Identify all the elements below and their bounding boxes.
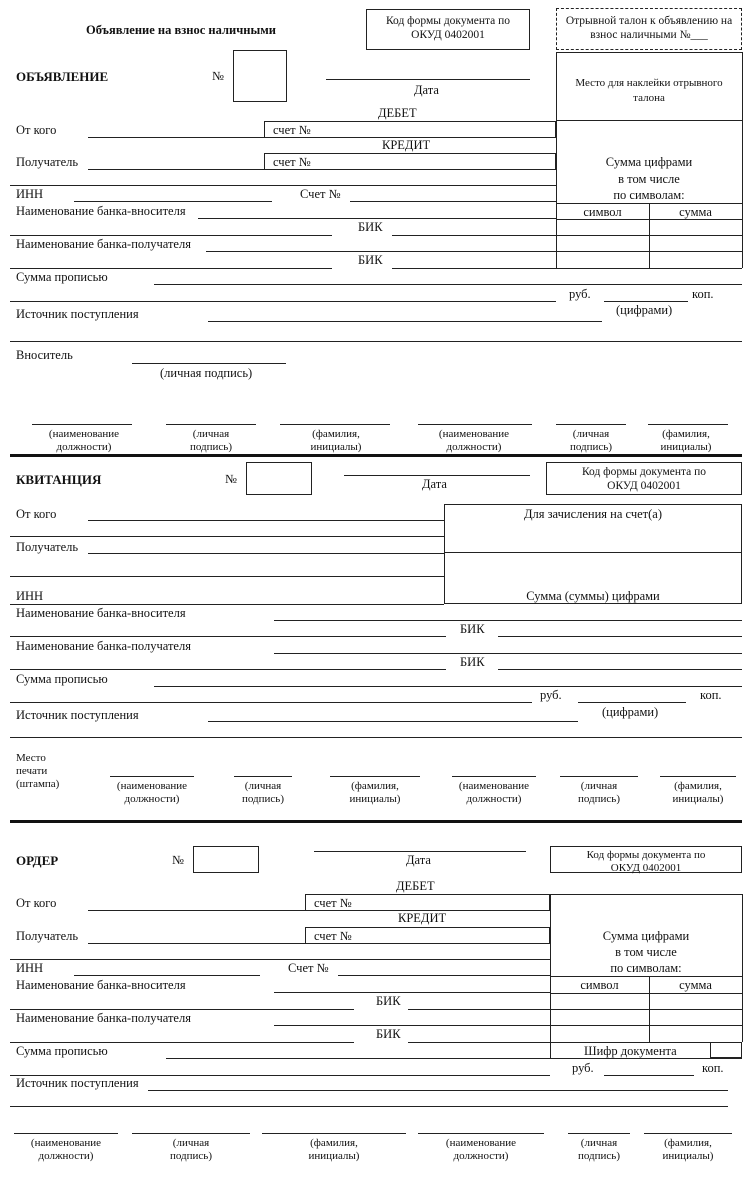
recipient-bik-label: БИК: [358, 253, 383, 267]
receipt-recipient-bik-label: БИК: [460, 655, 485, 669]
order-number-input[interactable]: [193, 846, 259, 873]
stamp-place-label: Место печати (штампа): [16, 752, 60, 791]
credit-label: КРЕДИТ: [382, 138, 431, 152]
receipt-number-sign: №: [225, 472, 237, 486]
receipt-okud-box: [546, 462, 742, 495]
order-from-whom-label: От кого: [16, 896, 57, 910]
receipt-kop-label: коп.: [700, 688, 722, 702]
account-field[interactable]: [350, 201, 556, 202]
o-sig2-name-caption: (фамилия, инициалы): [662, 1137, 714, 1162]
order-recipient-bank-field-2[interactable]: [10, 1042, 354, 1043]
tear-off-label: Отрывной талон к объявлению на взнос наличными №___: [565, 15, 733, 41]
receipt-sum-words-field[interactable]: [154, 686, 742, 687]
date-label: Дата: [414, 83, 439, 97]
receipt-number-input[interactable]: [246, 462, 312, 495]
receipt-digits-caption: (цифрами): [602, 705, 659, 719]
receipt-payer-bank-field[interactable]: [274, 620, 742, 621]
sums-digits-label: Сумма (суммы) цифрами: [526, 589, 660, 603]
doc-cipher-field[interactable]: [710, 1042, 742, 1058]
o-sig2-signature-caption: (личная подпись): [577, 1137, 620, 1162]
sum-words-field-2[interactable]: [10, 301, 556, 302]
order-account-field[interactable]: [338, 975, 550, 976]
inn-field[interactable]: [74, 201, 272, 202]
debit-account-label: счет №: [273, 123, 311, 137]
receipt-recipient-bank-field-2[interactable]: [10, 669, 446, 670]
symbol-header: символ: [583, 205, 622, 219]
sig1-name-line[interactable]: [280, 424, 390, 425]
section-separator-1: [10, 454, 742, 457]
receipt-from-whom-field[interactable]: [88, 520, 444, 521]
date-line[interactable]: [326, 79, 530, 80]
sig2-signature-caption: (личная подпись): [569, 428, 612, 453]
rub-label: руб.: [569, 287, 591, 301]
order-inn-label: ИНН: [16, 961, 44, 975]
payer-bank-label: Наименование банка-вносителя: [16, 204, 186, 218]
order-source-field[interactable]: [148, 1090, 728, 1091]
receipt-source-field[interactable]: [208, 721, 578, 722]
order-date-line[interactable]: [314, 851, 526, 852]
order-account-label: Счет №: [288, 961, 329, 975]
right-panel-top: [556, 52, 742, 53]
order-rub-field[interactable]: [604, 1075, 694, 1076]
sig1-signature-line[interactable]: [166, 424, 256, 425]
r-sig2-name-line[interactable]: [660, 776, 736, 777]
credit-account-label: счет №: [273, 155, 311, 169]
order-debit-account-label: счет №: [314, 896, 352, 910]
order-recipient-bik-field[interactable]: [408, 1042, 550, 1043]
order-source-field-2[interactable]: [10, 1106, 728, 1107]
order-kop-label: коп.: [702, 1061, 724, 1075]
account-label: Счет №: [300, 187, 341, 201]
sig2-signature-line[interactable]: [556, 424, 626, 425]
payer-bank-field-2[interactable]: [10, 235, 332, 236]
order-panel-right-edge: [742, 894, 743, 1042]
depositor-label: Вноситель: [16, 348, 73, 362]
payer-bik-field[interactable]: [392, 235, 556, 236]
sum-words-label: Сумма прописью: [16, 270, 108, 284]
recipient-bank-field[interactable]: [206, 251, 556, 252]
order-including-label: в том числе: [615, 945, 677, 959]
o-sig2-name-line[interactable]: [644, 1133, 732, 1134]
receipt-okud-label: Код формы документа по ОКУД 0402001: [581, 466, 707, 492]
receipt-date-label: Дата: [422, 477, 447, 491]
receipt-recipient-bank-label: Наименование банка-получателя: [16, 639, 191, 653]
order-okud-label: Код формы документа по ОКУД 0402001: [586, 849, 706, 874]
section-title-receipt: КВИТАНЦИЯ: [16, 472, 102, 487]
recipient-field-2[interactable]: [10, 185, 556, 186]
from-whom-label: От кого: [16, 123, 57, 137]
order-okud-box: [550, 846, 742, 873]
recipient-bank-label: Наименование банка-получателя: [16, 237, 191, 251]
r-sig1-name-caption: (фамилия, инициалы): [349, 780, 401, 805]
receipt-from-whom-label: От кого: [16, 507, 57, 521]
sig2-name-caption: (фамилия, инициалы): [660, 428, 712, 453]
digits-caption: (цифрами): [616, 303, 673, 317]
order-credit-account-label: счет №: [314, 929, 352, 943]
order-symbols-row-2: [550, 1009, 742, 1010]
order-payer-bik-label: БИК: [376, 994, 401, 1008]
order-sum-words-field[interactable]: [166, 1058, 550, 1059]
receipt-date-line[interactable]: [344, 475, 530, 476]
o-sig2-position-line[interactable]: [418, 1133, 544, 1134]
recipient-bank-field-2[interactable]: [10, 268, 332, 269]
order-sum-words-label: Сумма прописью: [16, 1044, 108, 1058]
receipt-rub-field[interactable]: [578, 702, 686, 703]
order-payer-bank-label: Наименование банка-вносителя: [16, 978, 186, 992]
recipient-field[interactable]: [88, 169, 264, 170]
source-field[interactable]: [208, 321, 602, 322]
inn-label: ИНН: [16, 187, 44, 201]
order-debit-account-field[interactable]: [305, 894, 550, 911]
sig2-position-caption: (наименование должности): [438, 428, 510, 453]
order-source-label: Источник поступления: [16, 1076, 139, 1090]
r-sig1-position-line[interactable]: [110, 776, 194, 777]
rub-field[interactable]: [604, 301, 688, 302]
r-sig2-signature-line[interactable]: [560, 776, 638, 777]
o-sig1-name-line[interactable]: [262, 1133, 406, 1134]
including-label: в том числе: [618, 172, 680, 186]
r-sig2-position-caption: (наименование должности): [458, 780, 530, 805]
tear-off-box: [556, 8, 742, 50]
symbols-row-3: [556, 251, 742, 252]
o-sig1-position-caption: (наименование должности): [30, 1137, 102, 1162]
sig1-name-caption: (фамилия, инициалы): [310, 428, 362, 453]
o-sig2-signature-line[interactable]: [568, 1133, 630, 1134]
r-sig1-name-line[interactable]: [330, 776, 420, 777]
order-by-symbols-label: по символам:: [610, 961, 682, 975]
order-recipient-field[interactable]: [88, 943, 305, 944]
order-rub-label: руб.: [572, 1061, 594, 1075]
receipt-recipient-bik-field[interactable]: [498, 669, 742, 670]
receipt-source-field-2[interactable]: [10, 737, 742, 738]
sum-header: сумма: [679, 205, 712, 219]
recipient-label: Получатель: [16, 155, 79, 169]
depositor-signature-field[interactable]: [132, 363, 286, 364]
r-sig2-signature-caption: (личная подпись): [577, 780, 620, 805]
doc-cipher-bottom: [550, 1058, 742, 1059]
sig1-position-caption: (наименование должности): [48, 428, 120, 453]
section-title-announcement: ОБЪЯВЛЕНИЕ: [16, 69, 109, 84]
debit-account-field[interactable]: [264, 121, 556, 138]
number-sign: №: [212, 69, 224, 83]
receipt-payer-bank-field-2[interactable]: [10, 636, 446, 637]
receipt-rub-label: руб.: [540, 688, 562, 702]
credit-accounts-divider: [444, 552, 742, 553]
receipt-recipient-field-2[interactable]: [10, 576, 444, 577]
r-sig1-signature-caption: (личная подпись): [241, 780, 284, 805]
receipt-inn-field[interactable]: [10, 604, 444, 605]
okud-code-box: [366, 9, 530, 50]
source-label: Источник поступления: [16, 307, 139, 321]
r-sig2-position-line[interactable]: [452, 776, 536, 777]
order-symbols-row-3: [550, 1025, 742, 1026]
sig2-name-line[interactable]: [648, 424, 728, 425]
order-credit-account-field[interactable]: [305, 927, 550, 944]
o-sig1-signature-caption: (личная подпись): [169, 1137, 212, 1162]
doc-cipher-label: Шифр документа: [584, 1044, 677, 1058]
order-credit-label: КРЕДИТ: [398, 911, 447, 925]
receipt-recipient-label: Получатель: [16, 540, 79, 554]
source-field-2[interactable]: [10, 341, 742, 342]
order-inn-field[interactable]: [74, 975, 260, 976]
sticker-place: Место для наклейки отрывного талона: [575, 77, 723, 104]
order-symbol-header: символ: [580, 978, 619, 992]
kop-label: коп.: [692, 287, 714, 301]
receipt-inn-label: ИНН: [16, 589, 44, 603]
order-payer-bank-field[interactable]: [274, 992, 550, 993]
order-recipient-label: Получатель: [16, 929, 79, 943]
receipt-recipient-field[interactable]: [88, 553, 444, 554]
symbols-row-4: [556, 268, 742, 269]
order-symbols-header-top: [550, 976, 742, 977]
sig1-signature-caption: (личная подпись): [189, 428, 232, 453]
r-sig2-name-caption: (фамилия, инициалы): [672, 780, 724, 805]
form-title: Объявление на взнос наличными: [86, 23, 276, 37]
section-title-order: ОРДЕР: [16, 853, 59, 868]
receipt-sum-words-field-2[interactable]: [10, 702, 532, 703]
debit-label: ДЕБЕТ: [378, 106, 417, 120]
order-date-label: Дата: [406, 853, 431, 867]
symbols-row-2: [556, 235, 742, 236]
o-sig1-signature-line[interactable]: [132, 1133, 250, 1134]
number-input[interactable]: [233, 50, 287, 102]
receipt-sum-words-label: Сумма прописью: [16, 672, 108, 686]
order-debit-label: ДЕБЕТ: [396, 879, 435, 893]
payer-bank-field[interactable]: [198, 218, 556, 219]
section-separator-2: [10, 820, 742, 823]
right-panel-divider: [556, 120, 742, 121]
receipt-from-whom-field-2[interactable]: [10, 536, 444, 537]
order-symbols-row-1: [550, 993, 742, 994]
receipt-source-label: Источник поступления: [16, 708, 139, 722]
right-panel-right-edge: [742, 52, 743, 268]
order-panel-top: [550, 894, 742, 895]
order-from-whom-field[interactable]: [88, 910, 305, 911]
o-sig1-position-line[interactable]: [14, 1133, 118, 1134]
receipt-payer-bik-field[interactable]: [498, 636, 742, 637]
r-sig1-signature-line[interactable]: [234, 776, 292, 777]
symbols-row-1: [556, 219, 742, 220]
receipt-payer-bank-label: Наименование банка-вносителя: [16, 606, 186, 620]
order-recipient-bik-label: БИК: [376, 1027, 401, 1041]
credit-account-field[interactable]: [264, 153, 556, 170]
sig2-position-line[interactable]: [418, 424, 532, 425]
from-whom-field[interactable]: [88, 137, 264, 138]
receipt-payer-bik-label: БИК: [460, 622, 485, 636]
o-sig2-position-caption: (наименование должности): [445, 1137, 517, 1162]
order-recipient-field-2[interactable]: [10, 959, 550, 960]
order-recipient-bank-field[interactable]: [274, 1025, 550, 1026]
r-sig1-position-caption: (наименование должности): [116, 780, 188, 805]
o-sig1-name-caption: (фамилия, инициалы): [308, 1137, 360, 1162]
recipient-bik-field[interactable]: [392, 268, 556, 269]
order-payer-bik-field[interactable]: [408, 1009, 550, 1010]
sum-words-field[interactable]: [154, 284, 742, 285]
payer-bik-label: БИК: [358, 220, 383, 234]
order-sum-digits-label: Сумма цифрами: [602, 929, 690, 943]
sum-digits-label: Сумма цифрами: [605, 155, 693, 169]
for-credit-label: Для зачисления на счет(а): [523, 507, 663, 521]
by-symbols-label: по символам:: [613, 188, 685, 202]
okud-code-label: Код формы документа по ОКУД 0402001: [385, 15, 511, 41]
order-payer-bank-field-2[interactable]: [10, 1009, 354, 1010]
sig1-position-line[interactable]: [32, 424, 132, 425]
order-sum-header: сумма: [679, 978, 712, 992]
receipt-recipient-bank-field[interactable]: [274, 653, 742, 654]
order-recipient-bank-label: Наименование банка-получателя: [16, 1011, 191, 1025]
personal-signature-caption: (личная подпись): [160, 366, 253, 380]
order-number-sign: №: [172, 853, 184, 867]
